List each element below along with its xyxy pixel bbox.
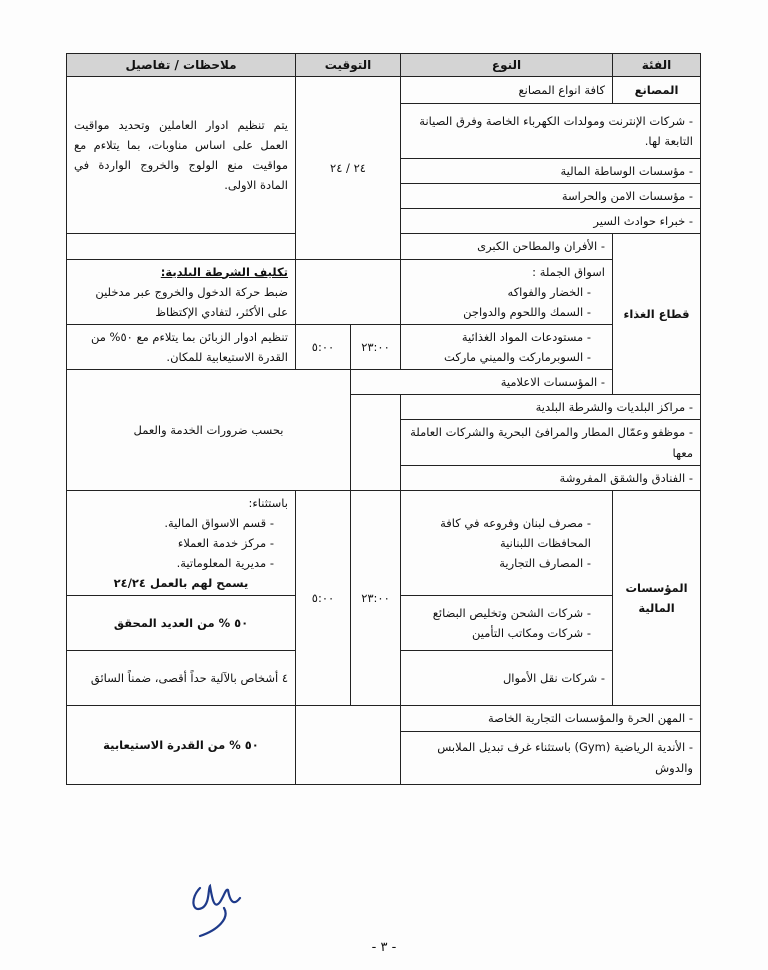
type-hotels: - الفنادق والشقق المفروشة	[401, 465, 701, 490]
allowed-text: يسمح لهم بالعمل ٢٤/٢٤	[113, 576, 249, 591]
police-text: ضبط حركة الدخول والخروج عبر مدخلين على الأكثر، لتفادي الإكتظاظ	[95, 284, 288, 319]
header-category: الفئة	[613, 54, 701, 77]
timing-open: ٥:٠٠	[296, 324, 351, 369]
type-all-factories: كافة انواع المصانع	[401, 77, 613, 104]
table-row	[67, 370, 701, 395]
wholesale-item-1: - الخضار والفواكه	[408, 282, 605, 302]
type-banks-group	[401, 490, 613, 596]
type-wholesale	[401, 259, 613, 324]
type-professions: - المهن الحرة والمؤسسات التجارية الخاصة	[401, 706, 701, 731]
type-money-transfer: - شركات نقل الأموال	[401, 651, 613, 706]
note-fifty-capacity: ٥٠ % من القدرة الاستيعابية	[67, 706, 296, 784]
type-brokerage: - مؤسسات الوساطة المالية	[401, 159, 701, 184]
table-row	[67, 324, 701, 369]
table-row	[67, 77, 701, 104]
timing-empty	[296, 259, 401, 324]
note-customers: تنظيم ادوار الزبائن بما يتلاءم مع ٥٠% من القدرة الاستيعابية للمكان.	[67, 324, 296, 369]
page-number: - ٣ -	[371, 940, 397, 955]
note-four-persons: ٤ أشخاص بالآلية حداً أقصى، ضمناً السائق	[67, 651, 296, 706]
police-title: تكليف الشرطة البلدية:	[160, 264, 288, 279]
timing-open-2: ٥:٠٠	[296, 490, 351, 706]
note-shifts: يتم تنظيم ادوار العاملين وتحديد مواقيت العمل على اساس مناوبات، بما يتلاءم مع مواقيت منع الولوج والخروج الواردة في المادة الاولى.	[67, 77, 296, 234]
header-timing: التوقيت	[296, 54, 401, 77]
type-supermarkets: - السوبرماركت والميني ماركت	[408, 347, 605, 367]
type-traffic: - خبراء حوادث السير	[401, 209, 701, 234]
header-type: النوع	[401, 54, 613, 77]
type-internet: - شركات الإنترنت ومولدات الكهرباء الخاصة وفرق الصيانة التابعة لها.	[401, 104, 701, 159]
wholesale-item-2: - السمك واللحوم والدواجن	[408, 302, 605, 322]
type-insurance: - شركات ومكاتب التأمين	[408, 623, 605, 643]
header-notes: ملاحظات / تفاصيل	[67, 54, 296, 77]
timing-as-needed: بحسب ضرورات الخدمة والعمل	[67, 370, 351, 491]
except-item-2: - مركز خدمة العملاء	[74, 533, 288, 553]
timing-empty-2	[296, 706, 401, 784]
table-row	[67, 706, 701, 731]
type-security: - مؤسسات الامن والحراسة	[401, 184, 701, 209]
type-municipality: - مراكز البلديات والشرطة البلدية	[401, 395, 701, 420]
category-financial: المؤسسات المالية	[613, 490, 701, 706]
table-header-row	[67, 54, 701, 77]
type-airport: - موظفو وعمّال المطار والمرافئ البحرية والشركات العاملة معها	[401, 420, 701, 465]
type-gyms: - الأندية الرياضية (Gym) باستثناء غرف تبديل الملابس والدوش	[401, 731, 701, 784]
type-shipping: - شركات الشحن وتخليص البضائع	[408, 603, 605, 623]
type-shipping-group	[401, 596, 613, 651]
timing-full-day: ٢٤ / ٢٤	[296, 77, 401, 260]
type-bakeries: - الأفران والمطاحن الكبرى	[401, 234, 613, 259]
wholesale-title: اسواق الجملة :	[532, 264, 605, 279]
except-title: باستثناء:	[248, 495, 288, 510]
signature-icon	[180, 858, 260, 938]
timing-close: ٢٣:٠٠	[351, 324, 401, 369]
type-banks: - المصارف التجارية	[408, 553, 605, 573]
note-fifty-staff: ٥٠ % من العديد المحقق	[67, 596, 296, 651]
note-empty	[67, 234, 296, 259]
table-row	[67, 259, 701, 324]
sectors-table	[66, 53, 701, 785]
table-row	[67, 490, 701, 596]
type-bdl: - مصرف لبنان وفروعه في كافة المحافظات اللبنانية	[408, 513, 605, 553]
type-retail	[401, 324, 613, 369]
except-item-1: - قسم الاسواق المالية.	[74, 513, 288, 533]
category-food: قطاع الغذاء	[613, 234, 701, 395]
category-factories: المصانع	[613, 77, 701, 104]
note-police	[67, 259, 296, 324]
type-media: - المؤسسات الاعلامية	[351, 370, 613, 395]
note-except	[67, 490, 296, 596]
timing-close-2: ٢٣:٠٠	[351, 490, 401, 706]
except-item-3: - مديرية المعلوماتية.	[74, 553, 288, 573]
type-warehouses: - مستودعات المواد الغذائية	[408, 327, 605, 347]
